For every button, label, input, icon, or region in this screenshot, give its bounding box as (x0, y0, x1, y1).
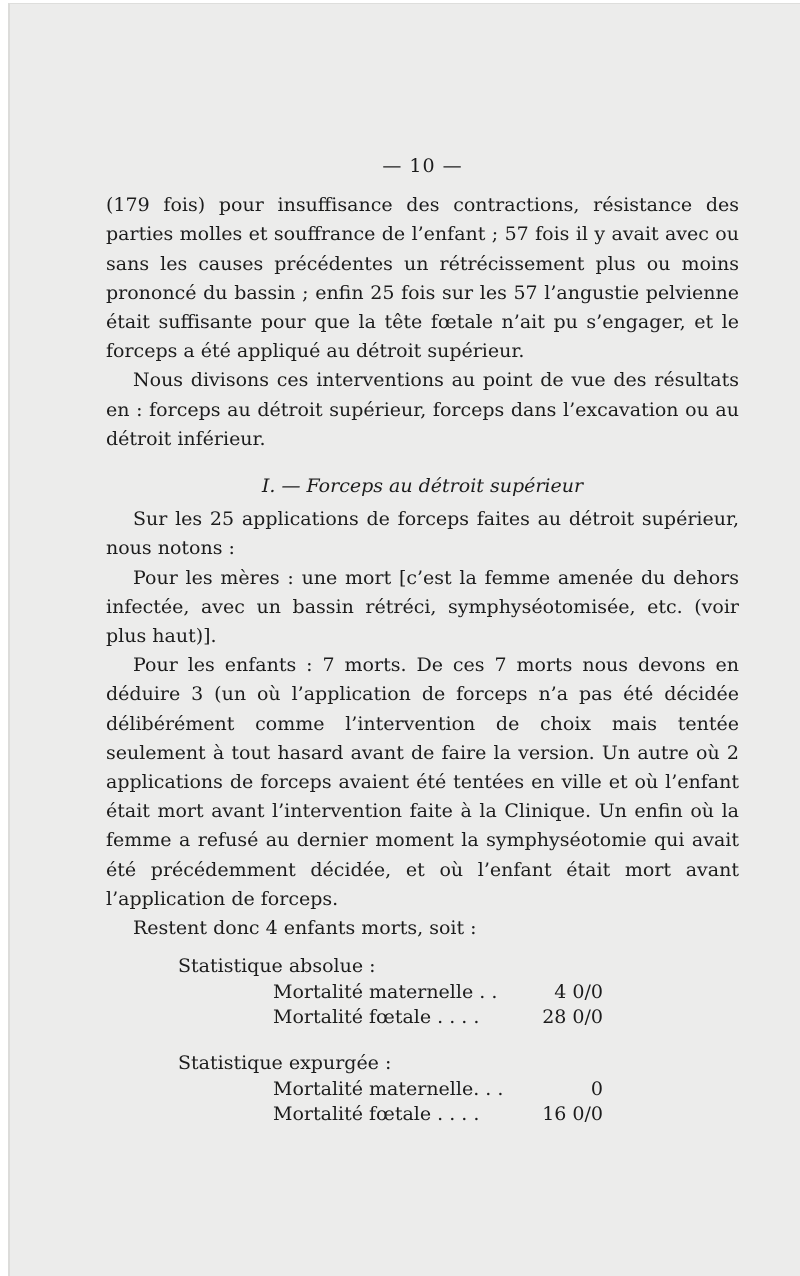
stat-label: Mortalité maternelle. . . (273, 1078, 504, 1101)
stat-value: 4 0/0 (554, 981, 603, 1004)
stat-label: Mortalité maternelle . . (273, 981, 498, 1004)
stat-row (106, 1102, 739, 1127)
paragraph-6: Restent donc 4 enfants morts, soit : (133, 917, 477, 940)
paragraph-4: Pour les mères : une mort [c’est la femme amenée du dehors infectée, avec un bassin rétréci, symphyséotomisée, etc. (voir plus haut)]. (106, 566, 739, 648)
stat-row (106, 1077, 739, 1102)
stat-row (106, 1005, 739, 1030)
page-number: — 10 — (382, 155, 463, 177)
stat-value: 28 0/0 (542, 1006, 603, 1029)
page-content (106, 152, 739, 1127)
stat-label: Mortalité fœtale . . . . (273, 1006, 480, 1029)
paragraph-1: (179 fois) pour insuffisance des contractions, résistance des parties molles et souffrance de l’enfant ; 57 fois il y avait avec ou sans les causes précédentes un rétrécissement plus ou moins prononcé du bassin ; enfin 25 fois sur les 57 l’angustie pelvienne était suffisante pour que la tête fœtale n’ait pu s’engager, et le forceps a été appliqué au détroit supérieur. (106, 194, 739, 363)
stat-value: 16 0/0 (542, 1103, 603, 1126)
paragraph-2: Nous divisons ces interventions au point de vue des résultats en : forceps au détroit supérieur, forceps dans l’excavation ou au détroit inférieur. (106, 369, 739, 450)
stat-label: Mortalité fœtale . . . . (273, 1103, 480, 1126)
paragraph-5: Pour les enfants : 7 morts. De ces 7 morts nous devons en déduire 3 (un où l’application de forceps n’a pas été décidée délibérément comme l’intervention de choix mais tentée seulement à tout hasard avant de faire la version. Un autre où 2 applications de forceps avaient été tentées en ville et où l’enfant était mort avant l’intervention faite à la Clinique. Un enfin où la femme a refusé au dernier moment la symphyséotomie qui avait été précédemment décidée, et où l’enfant était mort avant l’application de forceps. (106, 654, 739, 910)
paragraph-3: Sur les 25 applications de forceps faites au détroit supérieur, nous notons : (106, 508, 739, 560)
book-page (8, 3, 800, 1276)
stat-row (106, 980, 739, 1005)
section-heading: I. — Forceps au détroit supérieur (261, 475, 584, 498)
stat-value: 0 (590, 1078, 603, 1101)
stat-expurgee-title: Statistique expurgée : (178, 1052, 392, 1075)
spacer (106, 1030, 739, 1040)
stat-absolue-title: Statistique absolue : (178, 955, 376, 978)
